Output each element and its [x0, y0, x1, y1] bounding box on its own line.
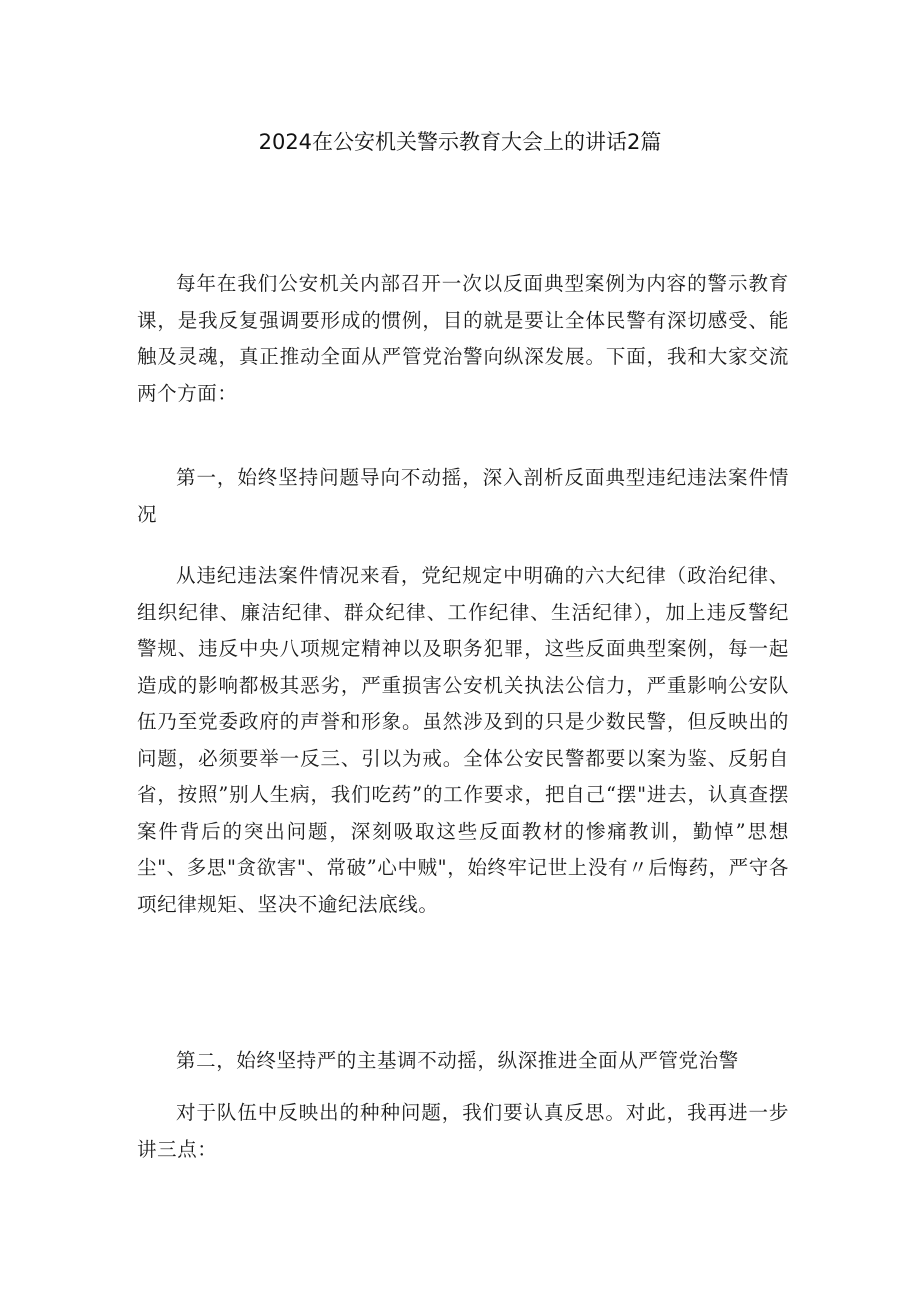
paragraph-intro: 每年在我们公安机关内部召开一次以反面典型案例为内容的警示教育课，是我反复强调要形成的惯例，目的就是要让全体民警有深切感受、能触及灵魂，真正推动全面从严管党治警向纵深发展。下面，我和大家交流两个方面：	[137, 272, 789, 405]
paragraph-case-analysis: 从违纪违法案件情况来看，党纪规定中明确的六大纪律（政治纪律、组织纪律、廉洁纪律、群众纪律、工作纪律、生活纪律），加上违反警纪警规、违反中央八项规定精神以及职务犯罪，这些反面典型案例，每一起造成的影响都极其恶劣，严重损害公安机关执法公信力，严重影响公安队伍乃至党委政府的声誉和形象。虽然涉及到的只是少数民警，但反映出的问题，必须要举一反三、引以为戒。全体公安民警都要以案为鉴、反躬自省，按照”别人生病，我们吃药”的工作要求，把自己“摆"进去，认真查摆案件背后的突出问题，深刻吸取这些反面教材的惨痛教训，勤悼”思想尘"、多思"贪欲害"、常破”心中贼"，始终牢记世上没有〃后悔药，严守各项纪律规矩、坚决不逾纪法底线。	[137, 564, 789, 916]
document-title: 2024在公安机关警示教育大会上的讲话2篇	[258, 130, 662, 154]
paragraph-section-one-heading: 第一，始终坚持问题导向不动摇，深入剖析反面典型违纪违法案件情况	[137, 466, 789, 526]
paragraph-section-two-heading: 第二，始终坚持严的主基调不动摇，纵深推进全面从严管党治警	[176, 1049, 739, 1072]
paragraph-reflection: 对于队伍中反映出的种种问题，我们要认真反思。对此，我再进一步讲三点：	[137, 1101, 789, 1161]
